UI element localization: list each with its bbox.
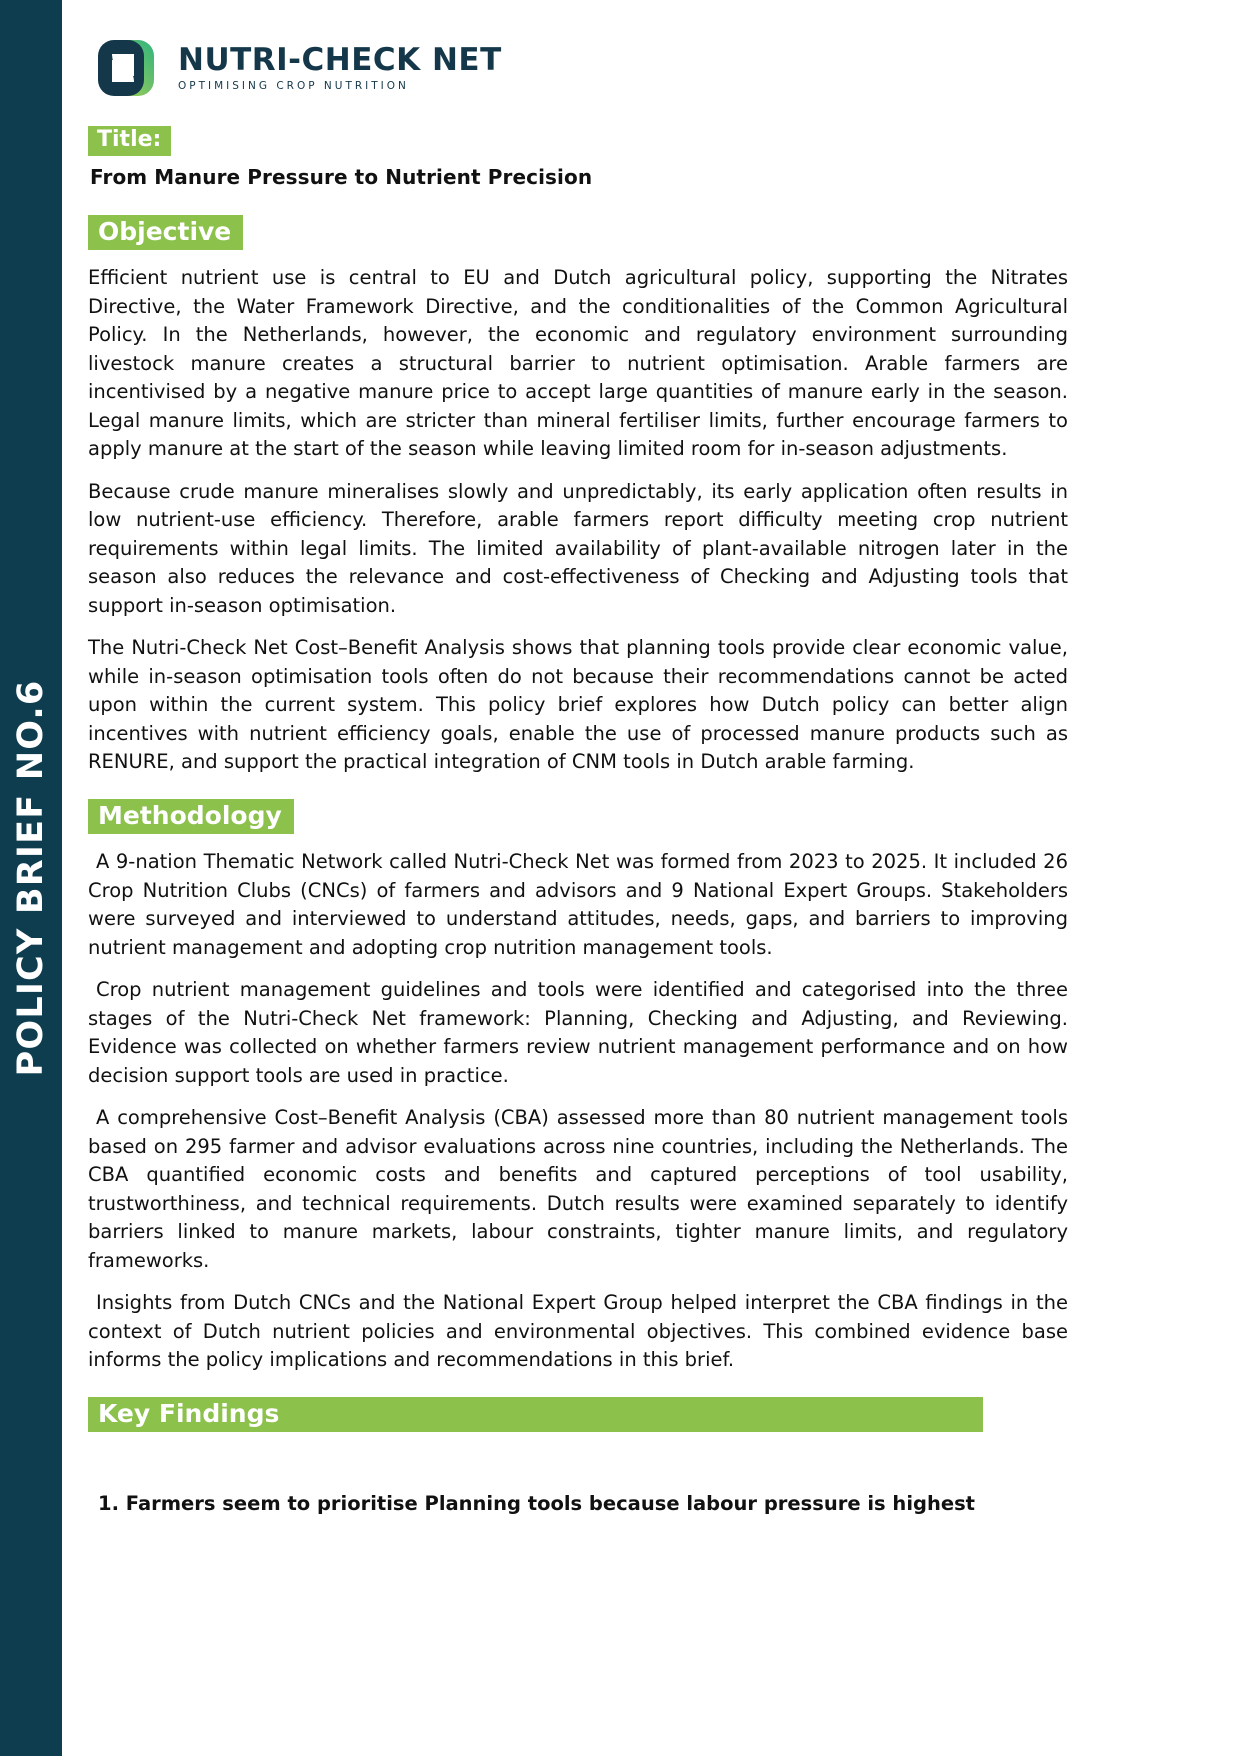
methodology-paragraph-4: Insights from Dutch CNCs and the National Expert Group helped interpret the CBA findings in the context of Dutch nutrient policies and environmental objectives. This combined evidence base informs the policy implications and recommendations in this brief. (88, 1291, 1068, 1372)
objective-heading-chip: Objective (88, 215, 243, 251)
objective-paragraph-2: Because crude manure mineralises slowly and unpredictably, its early application often results in low nutrient-use efficiency. Therefore, arable farmers report difficulty meeting crop nutrient requirements within legal limits. The limited availability of plant-available nitrogen later in the season also reduces the relevance and cost-effectiveness of Checking and Adjusting tools that support in-season optimisation. (88, 479, 1068, 617)
brand-tagline: OPTIMISING CROP NUTRITION (178, 79, 409, 92)
brand-text-block (178, 44, 502, 92)
methodology-paragraph-2: Crop nutrient management guidelines and tools were identified and categorised into the three stages of the Nutri-Check Net framework: Planning, Checking and Adjusting, and Reviewing. Evidence was collected on whether farmers review nutrient management performance and on how decision support tools are used in practice. (88, 978, 1068, 1087)
brand-header (88, 0, 1068, 100)
methodology-paragraph-3: A comprehensive Cost–Benefit Analysis (CBA) assessed more than 80 nutrient management tools based on 295 farmer and advisor evaluations across nine countries, including the Netherlands. The CBA quantified economic costs and benefits and captured perceptions of tool usability, trustworthiness, and technical requirements. Dutch results were examined separately to identify barriers linked to manure markets, labour constraints, tighter manure limits, and regulatory frameworks. (88, 1106, 1068, 1272)
objective-section (88, 215, 1068, 777)
methodology-section (88, 799, 1068, 1375)
title-chip-label: Title: (88, 126, 171, 156)
policy-brief-number-label: POLICY BRIEF NO.6 (11, 679, 51, 1077)
key-finding-item-1: 1. Farmers seem to prioritise Planning tools because labour pressure is highest (98, 1492, 975, 1516)
leaf-square-logo-icon (94, 36, 158, 100)
key-findings-section (88, 1397, 1068, 1519)
objective-paragraph-1: Efficient nutrient use is central to EU and Dutch agricultural policy, supporting the Nitrates Directive, the Water Framework Directive, and the conditionalities of the Common Agricultural Policy. In the Netherlands, however, the economic and regulatory environment surrounding livestock manure creates a structural barrier to nutrient optimisation. Arable farmers are incentivised by a negative manure price to accept large quantities of manure early in the season. Legal manure limits, which are stricter than mineral fertiliser limits, further encourage farmers to apply manure at the start of the season while leaving limited room for in-season adjustments. (88, 266, 1068, 461)
title-section (88, 126, 1068, 189)
key-findings-heading-chip: Key Findings (88, 1397, 983, 1433)
left-sidebar-band (0, 0, 62, 1756)
objective-paragraph-3: The Nutri-Check Net Cost–Benefit Analysis shows that planning tools provide clear economic value, while in-season optimisation tools often do not because their recommendations cannot be acted upon within the current system. This policy brief explores how Dutch policy can better align incentives with nutrient efficiency goals, enable the use of processed manure products such as RENURE, and support the practical integration of CNM tools in Dutch arable farming. (88, 636, 1068, 774)
document-page (62, 0, 1241, 1756)
page-content (88, 0, 1068, 1518)
document-title: From Manure Pressure to Nutrient Precision (90, 164, 593, 189)
methodology-heading-chip: Methodology (88, 799, 294, 835)
methodology-paragraph-1: A 9-nation Thematic Network called Nutri-Check Net was formed from 2023 to 2025. It included 26 Crop Nutrition Clubs (CNCs) of farmers and advisors and 9 National Expert Groups. Stakeholders were surveyed and interviewed to understand attitudes, needs, gaps, and barriers to improving nutrient management and adopting crop nutrition management tools. (88, 850, 1068, 959)
brand-name: NUTRI-CHECK NET (178, 42, 502, 79)
